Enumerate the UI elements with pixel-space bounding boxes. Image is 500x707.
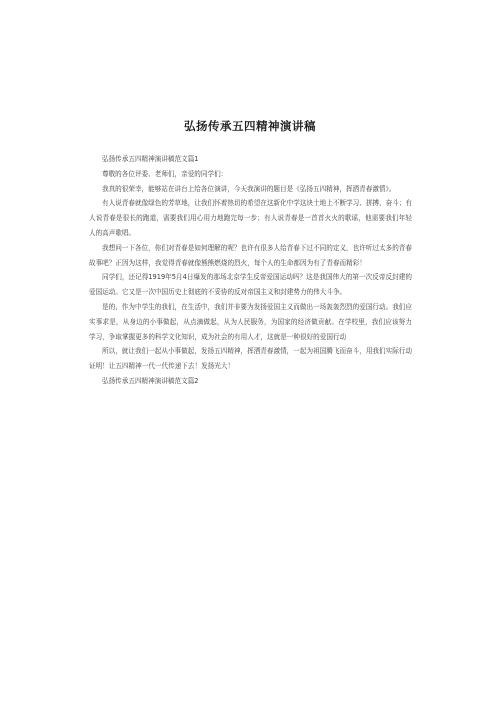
may-fourth-history-paragraph: 同学们，还记得1919年5月4日爆发的那场北京学生反帝爱国运动吗？这是我国伟大的第一次反帝反封建的爱国运动。它又是一次中国历史上彻底的不妥协的反对帝国主义和封建势力的伟大斗争。 — [89, 273, 412, 297]
salutation-paragraph: 尊敬的各位评委、老师们，亲爱的同学们： — [102, 169, 228, 178]
intro-paragraph: 我真的很荣幸，能够站在讲台上给各位演讲，今天我演讲的题目是《弘扬五四精神，挥洒青春激情》。 — [102, 184, 396, 193]
section-heading: 弘扬传承五四精神演讲稿范文篇1 — [102, 155, 199, 163]
document-title: 弘扬传承五四精神演讲稿 — [184, 119, 316, 133]
student-action-paragraph: 是的，作为中学生的我们，在生活中，我们并非要为发扬爱国主义而做出一场轰轰烈烈的爱国行动。我们应实事求是，从身边的小事做起，从点滴做起，从为人民服务，为国家的经济做贡献。在学校里，我们应该努力学习，争取掌握更多的科学文化知识，成为社会的有用人才，这就是一种很好的爱国行动 — [89, 302, 412, 341]
youth-definition-paragraph: 有人说青春就像绿色的芳草地，让我们怀着热切的希望在这新化中学这块土地上不断学习、拼搏、奋斗；有人说青春是很长的跑道，需要我们用心用力地跑完每一步；有人说青春是一首首火火的歌谣，他需要我们年轻人的高声歌唱。 — [89, 199, 412, 237]
section-heading-2: 弘扬传承五四精神演讲稿范文篇2 — [102, 376, 199, 385]
youth-question-paragraph: 我想问一下各位，你们对青春是如何理解的呢？也许有很多人给青春下过不同的定义，也许听过太多的青春故事吧？正因为这样，我觉得青春就像熊熊燃烧的烈火，每个人的生命都因为有了青春而精彩！ — [89, 243, 412, 267]
conclusion-paragraph: 所以，就让我们一起从小事做起，发扬五四精神，挥洒青春激情，一起为祖国腾飞而奋斗，用我们实际行动证明！让五四精神一代一代传递下去！发扬光大！ — [89, 347, 412, 371]
document-body — [89, 152, 412, 389]
